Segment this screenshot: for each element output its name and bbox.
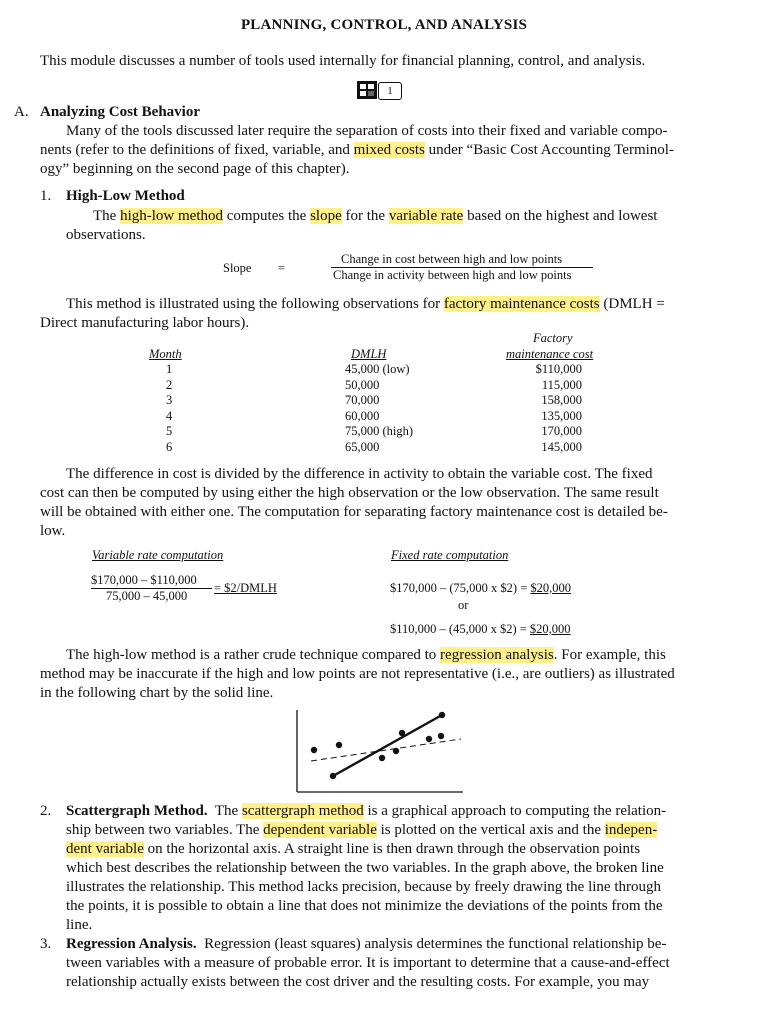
page-title: PLANNING, CONTROL, AND ANALYSIS xyxy=(240,17,528,33)
item-2-line-7: line. xyxy=(66,917,93,933)
variable-rate-numerator: $170,000 – $110,000 xyxy=(91,573,197,587)
item-3-line-3: relationship actually exists between the cost driver and the resulting costs. For example, you may xyxy=(66,974,650,990)
table-cell-dmlh: 65,000 xyxy=(345,439,380,454)
table-cell-cost: 135,000 xyxy=(541,408,582,423)
fixed-rate-calc-1: $170,000 – (75,000 x $2) = $20,000 xyxy=(390,581,571,595)
highlight-scattergraph-method: scattergraph method xyxy=(241,803,364,819)
variable-rate-denominator: 75,000 – 45,000 xyxy=(106,589,188,603)
data-point xyxy=(426,736,432,742)
high-low-solid-line xyxy=(333,715,442,776)
diff-line-2: cost can then be computed by using either the high observation or the low observation. The same result xyxy=(40,485,659,501)
table-cell-month: 4 xyxy=(166,408,173,423)
table-header-cost-bottom: maintenance cost xyxy=(506,347,594,361)
highlight-dependent-variable: dependent variable xyxy=(263,822,377,838)
table-costs xyxy=(528,362,582,455)
formula-numerator: Change in cost between high and low points xyxy=(341,252,563,266)
highlight-independent-variable-part-2: dent variable xyxy=(66,841,144,857)
crude-line-2: method may be inaccurate if the high and low points are not representative (i.e., are outliers) as illustrated xyxy=(40,666,675,682)
item-1-line-1: The high-low method computes the slope for the variable rate based on the highest and lowest xyxy=(93,208,658,224)
table-header-dmlh: DMLH xyxy=(351,347,387,361)
table-header-month: Month xyxy=(149,347,182,361)
item-1-number: 1. xyxy=(40,188,52,204)
item-1-heading: High-Low Method xyxy=(66,188,185,204)
highlight-mixed-costs: mixed costs xyxy=(353,142,425,158)
scattergraph-broken-line xyxy=(311,739,461,761)
data-point xyxy=(393,748,399,754)
section-a-label: A. xyxy=(14,104,29,120)
item-3-line-2: tween variables with a measure of probable error. It is important to determine that a cause-and-effect xyxy=(66,955,670,971)
scatter-figure xyxy=(295,708,465,794)
highlight-high-low-method: high-low method xyxy=(120,208,223,224)
illus-line-1: This method is illustrated using the following observations for factory maintenance costs (DMLH = xyxy=(66,296,665,312)
section-a-heading: Analyzing Cost Behavior xyxy=(40,104,201,120)
table-header-cost-top: Factory xyxy=(533,331,573,345)
item-2-line-6: the points, it is possible to obtain a line that does not minimize the deviations of the points from the xyxy=(66,898,663,914)
table-cell-month: 5 xyxy=(166,424,173,438)
item-2-line-2: ship between two variables. The dependent variable is plotted on the vertical axis and the indepen- xyxy=(66,822,658,838)
highlight-variable-rate: variable rate xyxy=(388,208,464,224)
section-a-line-2: nents (refer to the definitions of fixed, variable, and mixed costs under “Basic Cost Accounting Terminol- xyxy=(40,142,674,158)
table-cell-cost: $110,000 xyxy=(535,362,582,376)
fixed-rate-heading: Fixed rate computation xyxy=(391,548,509,562)
variable-rate-result: = $2/DMLH xyxy=(214,581,277,595)
highlight-slope: slope xyxy=(310,208,342,224)
table-cell-month: 2 xyxy=(166,377,173,392)
item-3-line-1: Regression Analysis. Regression (least squares) analysis determines the functional relationship be- xyxy=(66,936,667,952)
item-1-line-2: observations. xyxy=(66,227,146,243)
illus-line-2: Direct manufacturing labor hours). xyxy=(40,315,250,331)
table-cell-dmlh: 75,000 (high) xyxy=(345,424,414,438)
diff-line-3: will be obtained with either one. The computation for separating factory maintenance cost is detailed be- xyxy=(40,504,668,520)
formula-lhs: Slope xyxy=(223,261,252,275)
item-2-line-3: dent variable on the horizontal axis. A straight line is then drawn through the observation points xyxy=(66,841,641,857)
highlight-independent-variable-part-1: indepen- xyxy=(604,822,658,838)
formula-denominator: Change in activity between high and low points xyxy=(333,268,572,282)
item-2-number: 2. xyxy=(40,803,52,819)
data-point xyxy=(379,755,385,761)
item-3-heading: Regression Analysis. xyxy=(66,936,197,952)
table-cell-dmlh: 70,000 xyxy=(345,393,380,407)
diff-line-1: The difference in cost is divided by the difference in activity to obtain the variable cost. The fixed xyxy=(66,466,653,482)
crude-line-1: The high-low method is a rather crude technique compared to regression analysis. For example, this xyxy=(66,647,666,663)
reference-number: 1 xyxy=(378,82,402,100)
table-cell-cost: 145,000 xyxy=(541,439,582,454)
data-point xyxy=(399,730,405,736)
table-cell-dmlh: 60,000 xyxy=(345,408,380,423)
table-dmlh xyxy=(345,362,413,455)
highlight-factory-maintenance-costs: factory maintenance costs xyxy=(443,296,600,312)
intro-paragraph: This module discusses a number of tools used internally for financial planning, control, and analysis. xyxy=(40,53,646,69)
table-cell-month: 3 xyxy=(166,393,173,407)
table-cell-dmlh: 45,000 (low) xyxy=(345,362,410,376)
data-point xyxy=(336,742,342,748)
reference-marker xyxy=(356,80,402,100)
highlight-regression-analysis: regression analysis xyxy=(440,647,554,663)
item-2-line-5: illustrates the relationship. This method lacks precision, because by freely drawing the line through xyxy=(66,879,661,895)
data-point xyxy=(438,733,444,739)
book-reference-icon xyxy=(356,80,378,100)
crude-line-3: in the following chart by the solid line. xyxy=(40,685,274,701)
data-point xyxy=(311,747,317,753)
table-cell-cost: 115,000 xyxy=(541,377,582,392)
table-months xyxy=(166,362,172,455)
table-cell-cost: 170,000 xyxy=(541,424,582,438)
fixed-rate-or: or xyxy=(458,598,469,612)
data-point xyxy=(439,712,445,718)
data-point xyxy=(330,773,336,779)
variable-rate-heading: Variable rate computation xyxy=(92,548,224,562)
section-a-line-3: ogy” beginning on the second page of this chapter). xyxy=(40,161,350,177)
item-3-number: 3. xyxy=(40,936,52,952)
table-cell-month: 1 xyxy=(166,362,173,376)
formula-equals: = xyxy=(278,261,286,275)
table-cell-month: 6 xyxy=(166,439,173,454)
item-2-heading: Scattergraph Method. xyxy=(66,803,208,819)
section-a-line-1: Many of the tools discussed later require the separation of costs into their fixed and variable compo- xyxy=(66,123,668,139)
diff-line-4: low. xyxy=(40,523,66,539)
table-cell-dmlh: 50,000 xyxy=(345,377,380,392)
fixed-rate-calc-2: $110,000 – (45,000 x $2) = $20,000 xyxy=(390,622,571,636)
item-2-line-4: which best describes the relationship between the two variables. In the graph above, the broken line xyxy=(66,860,664,876)
item-2-line-1: Scattergraph Method. The scattergraph method is a graphical approach to computing the relation- xyxy=(66,803,667,819)
table-cell-cost: 158,000 xyxy=(541,393,582,407)
